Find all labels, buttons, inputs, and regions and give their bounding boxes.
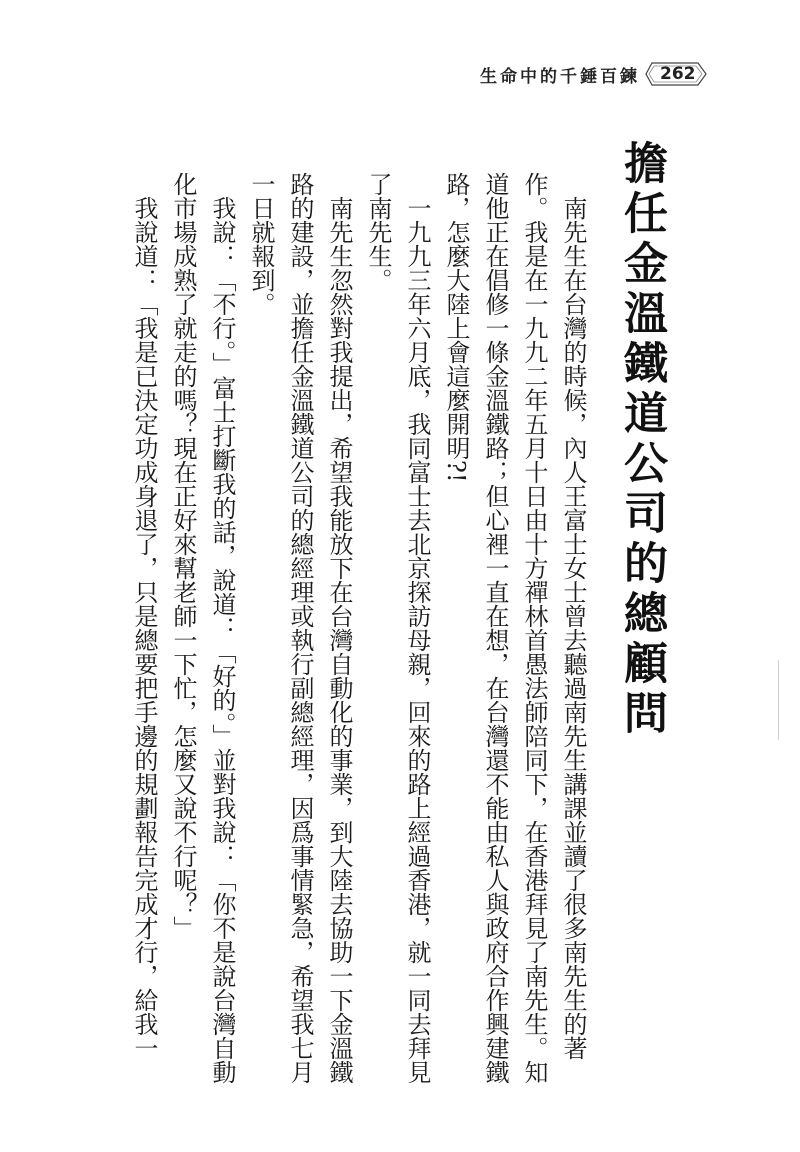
running-header <box>480 54 706 94</box>
book-title: 生命中的千錘百鍊 <box>480 66 640 87</box>
page-number-badge <box>650 59 706 89</box>
chapter-title: 擔任金溫鐵道公司的總顧問 <box>616 140 667 740</box>
body-text <box>72 172 592 1102</box>
paragraph: 我說：「不行。」富士打斷我的話，說道：「好的。」並對我說：「你不是說台灣自動化市場成熟了就走的嗎？現在正好來幫老師一下忙，怎麼又說不行呢？」 <box>169 172 236 1084</box>
page-number: 262 <box>660 64 696 84</box>
paragraph: 我說道：「我是已決定功成身退了，只是總要把手邊的規劃報告完成才行，給我一 <box>130 196 158 1060</box>
paragraph: 南先生在台灣的時候，內人王富士女士曾去聽過南先生講課並讀了很多南先生的著作。我是在一九九二年五月十日由十方禪林首愚法師陪同下，在香港拜見了南先生。知道他正在倡修一條金溫鐵路；但心裡一直在想，在台灣還不能由私人與政府合作興建鐵路，怎麼大陸上會這麼開明?! <box>442 172 587 1084</box>
page-edge-mark <box>778 660 779 740</box>
paragraph: 一九九三年六月底，我同富士去北京探訪母親，回來的路上經過香港，就一同去拜見了南先生。 <box>364 172 431 1084</box>
paragraph: 南先生忽然對我提出，希望我能放下在台灣自動化的事業，到大陸去協助一下金溫鐵路的建設，並擔任金溫鐵道公司的總經理或執行副總經理，因爲事情緊急，希望我七月一日就報到。 <box>247 172 353 1084</box>
